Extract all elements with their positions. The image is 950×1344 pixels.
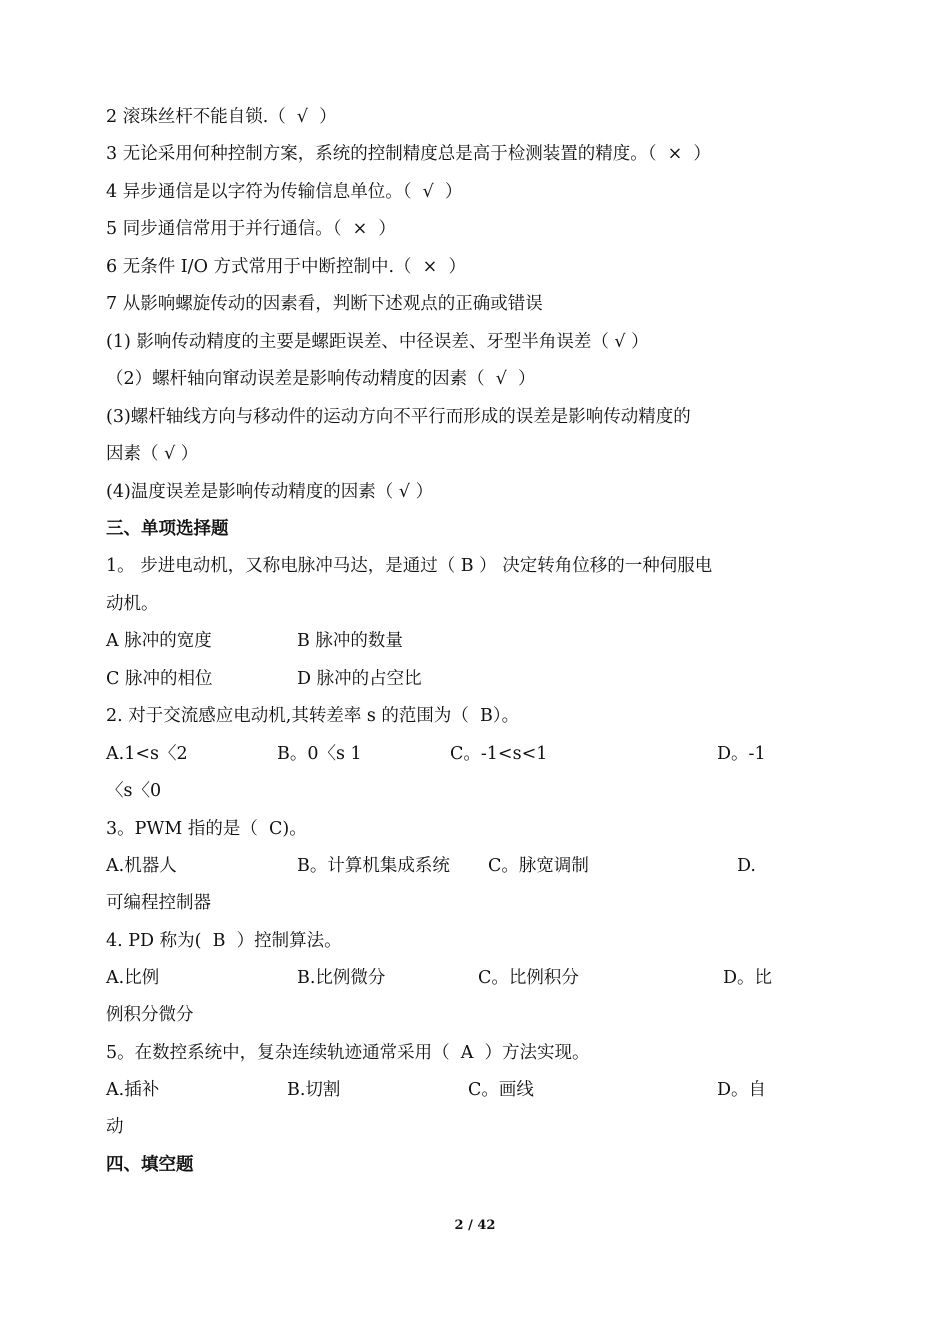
choice-q2: 2. 对于交流感应电动机,其转差率 s 的范围为（ B）。 bbox=[106, 706, 520, 726]
choice-q4-option-d: D。比 bbox=[723, 968, 773, 988]
choice-q5-option-b: B.切割 bbox=[287, 1080, 341, 1100]
choice-q2-option-d: D。-1 bbox=[717, 744, 766, 764]
choice-q2-option-c: C。-1<s<1 bbox=[450, 744, 548, 764]
judge-subitem-3: (3)螺杆轴线方向与移动件的运动方向不平行而形成的误差是影响传动精度的 bbox=[106, 407, 691, 427]
choice-q2-option-b: B。0〈s 1 bbox=[277, 744, 362, 764]
choice-q3-option-d: D. bbox=[737, 856, 756, 876]
choice-q4-option-b: B.比例微分 bbox=[297, 968, 386, 988]
judge-subitem-2: （2）螺杆轴向窜动误差是影响传动精度的因素（ √ ） bbox=[106, 369, 536, 389]
choice-q2-option-a: A.1<s〈2 bbox=[106, 744, 188, 764]
judge-item-2: 2 滚珠丝杆不能自锁.（ √ ） bbox=[106, 107, 337, 127]
choice-q3-option-c: C。脉宽调制 bbox=[488, 856, 589, 876]
choice-q4-option-a: A.比例 bbox=[106, 968, 160, 988]
choice-q4-option-d-cont: 例积分微分 bbox=[106, 1005, 194, 1025]
choice-q4: 4. PD 称为( B ）控制算法。 bbox=[106, 931, 342, 951]
judge-subitem-4: (4)温度误差是影响传动精度的因素（ √ ） bbox=[106, 482, 434, 502]
choice-q3-option-a: A.机器人 bbox=[106, 856, 177, 876]
judge-subitem-3-cont: 因素（ √ ） bbox=[106, 444, 199, 464]
choice-q1: 1。 步进电动机，又称电脉冲马达，是通过（ B ） 决定转角位移的一种伺服电 bbox=[106, 556, 713, 576]
choice-q5-option-d: D。自 bbox=[717, 1080, 767, 1100]
choice-q1-option-b: B 脉冲的数量 bbox=[297, 631, 403, 651]
choice-q1-option-a: A 脉冲的宽度 bbox=[106, 631, 212, 651]
choice-q2-option-d-cont: 〈s〈0 bbox=[106, 781, 162, 801]
choice-q5-option-a: A.插补 bbox=[106, 1080, 160, 1100]
choice-q1-option-c: C 脉冲的相位 bbox=[106, 669, 213, 689]
choice-q1-cont: 动机。 bbox=[106, 594, 159, 614]
choice-q3-option-b: B。计算机集成系统 bbox=[297, 856, 450, 876]
choice-q4-option-c: C。比例积分 bbox=[478, 968, 579, 988]
judge-item-5: 5 同步通信常用于并行通信。（ × ） bbox=[106, 219, 396, 239]
judge-item-7: 7 从影响螺旋传动的因素看，判断下述观点的正确或错误 bbox=[106, 294, 543, 314]
choice-q3: 3。PWM 指的是（ C)。 bbox=[106, 819, 307, 839]
judge-item-3: 3 无论采用何种控制方案，系统的控制精度总是高于检测装置的精度。（ × ） bbox=[106, 144, 711, 164]
section-heading-fill-blank: 四、填空题 bbox=[106, 1155, 194, 1175]
section-heading-choice: 三、单项选择题 bbox=[106, 519, 229, 539]
choice-q5-option-c: C。画线 bbox=[468, 1080, 534, 1100]
judge-subitem-1: (1) 影响传动精度的主要是螺距误差、中径误差、牙型半角误差（ √ ） bbox=[106, 332, 649, 352]
choice-q1-option-d: D 脉冲的占空比 bbox=[297, 669, 422, 689]
page-number: 2 / 42 bbox=[454, 1218, 496, 1233]
choice-q5-option-d-cont: 动 bbox=[106, 1117, 124, 1137]
judge-item-4: 4 异步通信是以字符为传输信息单位。（ √ ） bbox=[106, 182, 463, 202]
judge-item-6: 6 无条件 I/O 方式常用于中断控制中.（ × ） bbox=[106, 257, 466, 277]
choice-q3-option-d-cont: 可编程控制器 bbox=[106, 893, 211, 913]
choice-q5: 5。在数控系统中，复杂连续轨迹通常采用（ A ）方法实现。 bbox=[106, 1043, 590, 1063]
